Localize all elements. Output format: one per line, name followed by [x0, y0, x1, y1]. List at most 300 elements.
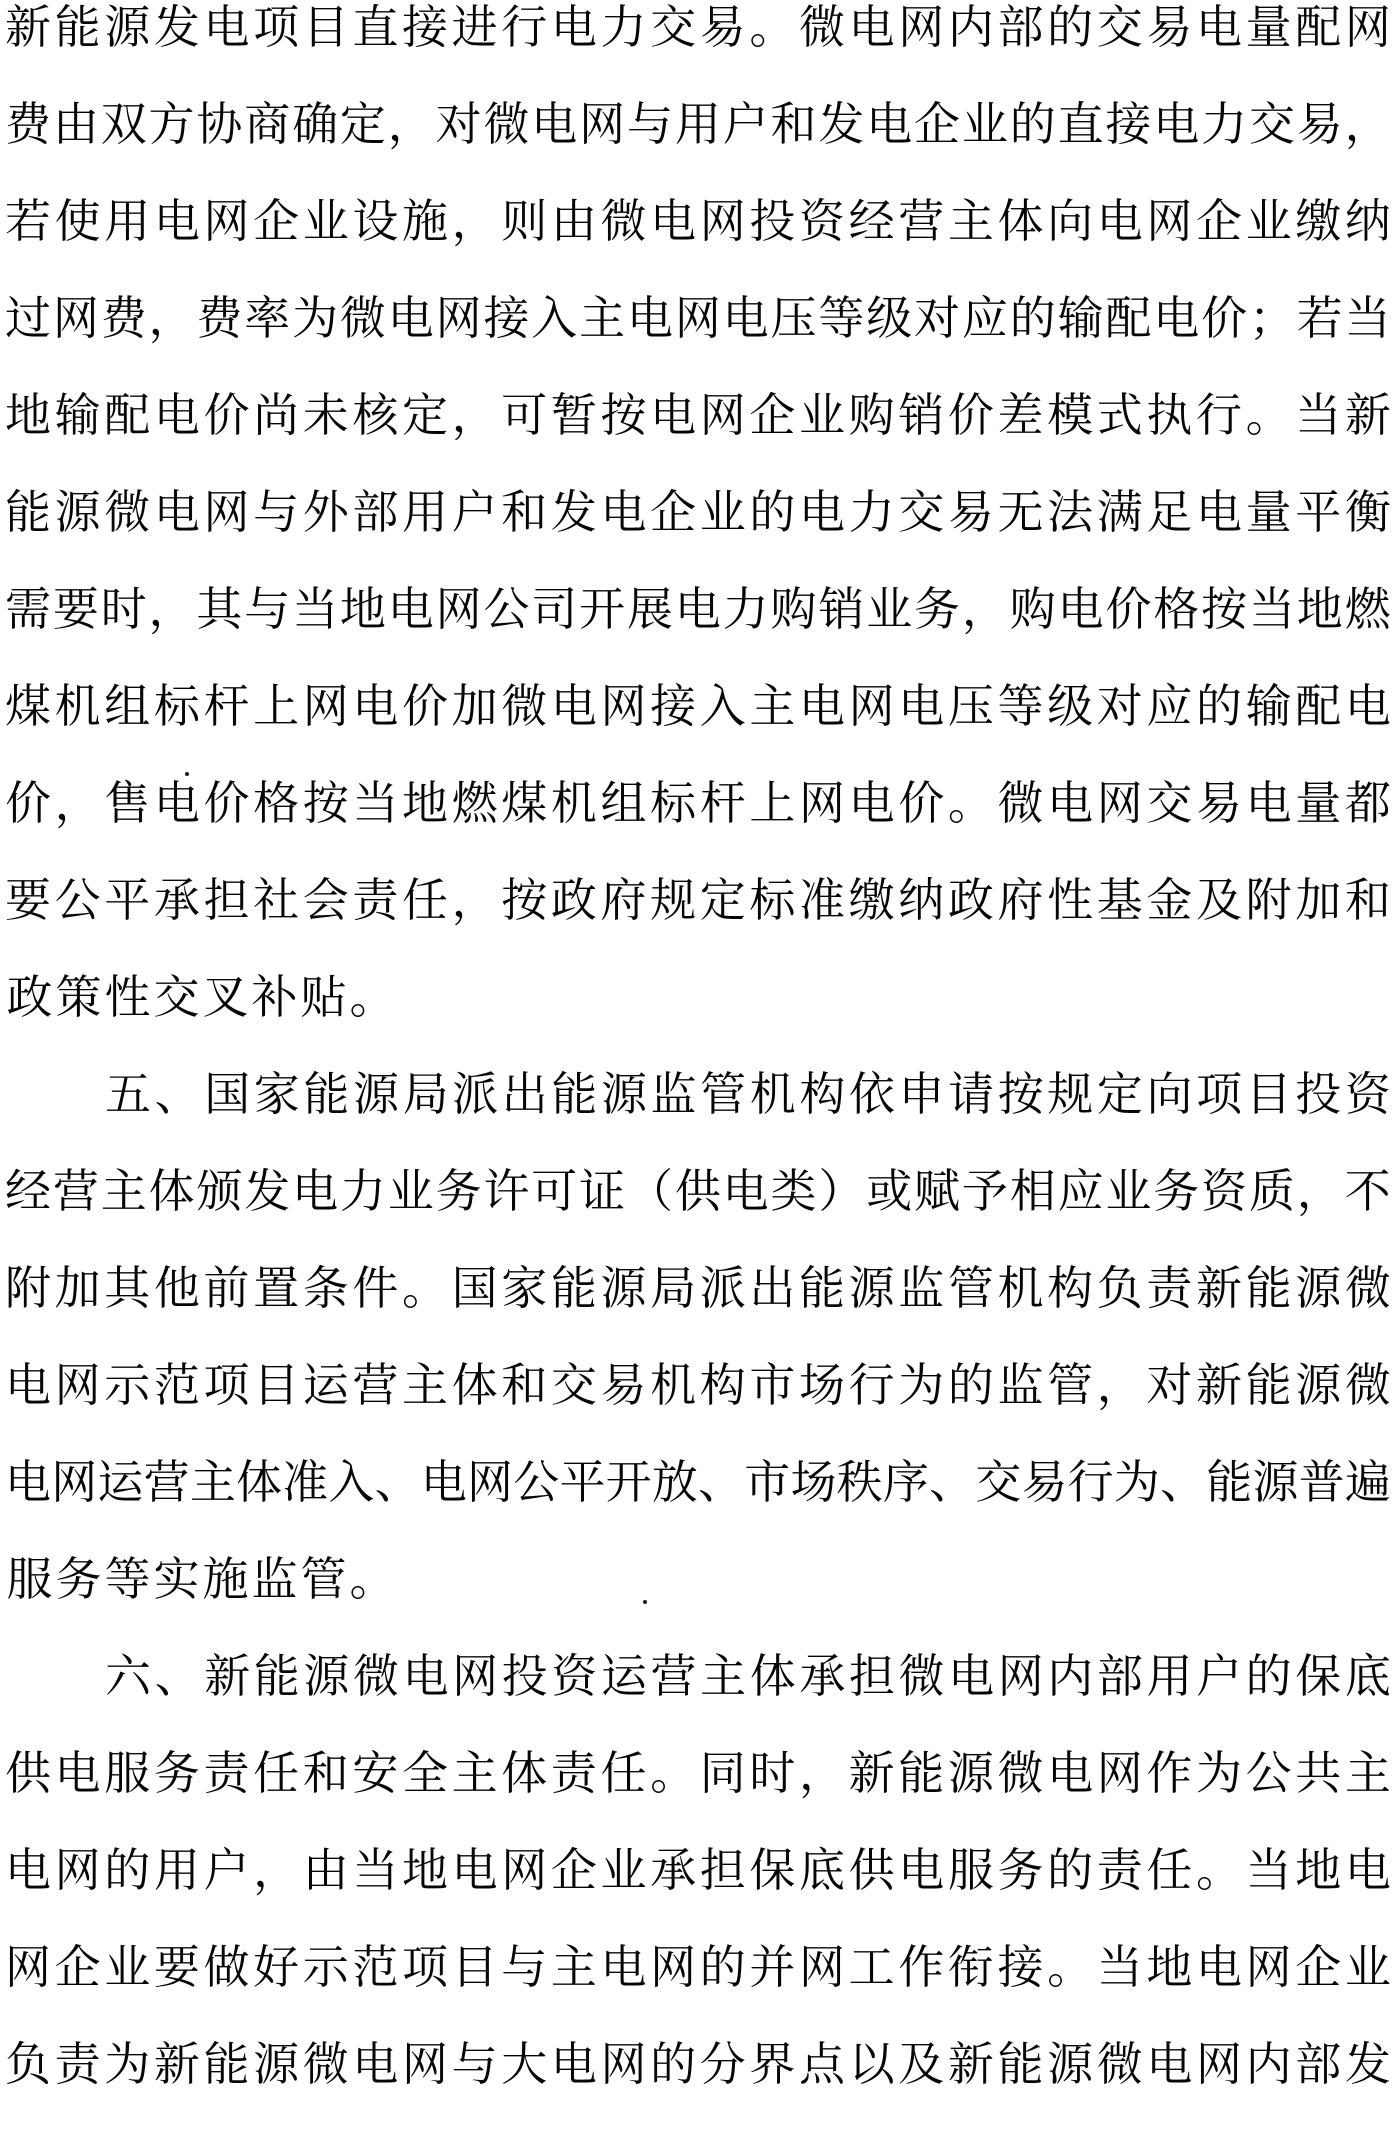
glyph: 的 — [699, 1940, 746, 1994]
glyph: 源 — [104, 0, 151, 54]
glyph: 力 — [339, 1164, 386, 1218]
glyph: 协 — [196, 97, 243, 151]
glyph: 机 — [997, 1261, 1044, 1315]
glyph: 量 — [1295, 776, 1342, 830]
glyph: 企 — [253, 194, 300, 248]
glyph: 力 — [722, 582, 769, 636]
glyph: 责 — [1146, 1261, 1193, 1315]
glyph: 。 — [947, 776, 994, 830]
glyph: 户 — [1196, 1649, 1243, 1703]
text-line — [5, 971, 1391, 1068]
glyph: 新 — [1196, 1358, 1242, 1412]
glyph: 、 — [154, 1649, 201, 1703]
glyph: 负 — [1096, 1261, 1143, 1315]
glyph: 未 — [302, 388, 349, 442]
glyph: 前 — [203, 1261, 250, 1315]
text-line — [5, 1747, 1391, 1844]
glyph: 电 — [722, 1164, 769, 1218]
glyph: 业 — [699, 485, 746, 539]
glyph: 的 — [1047, 1843, 1094, 1897]
glyph: 和 — [1344, 873, 1391, 927]
glyph: 依 — [848, 1067, 895, 1121]
glyph: 源 — [1295, 1261, 1342, 1315]
glyph: 网 — [579, 97, 626, 151]
glyph: 。 — [349, 1552, 396, 1606]
glyph: 出 — [501, 1067, 548, 1121]
text-line — [5, 680, 1391, 777]
glyph: 开 — [579, 582, 626, 636]
glyph: 派 — [699, 1261, 746, 1315]
glyph: 责 — [352, 873, 399, 927]
glyph: 投 — [501, 1649, 548, 1703]
glyph: 业 — [1105, 1164, 1152, 1218]
glyph: 交 — [1096, 0, 1143, 54]
glyph: 能 — [551, 1067, 598, 1121]
glyph: ， — [148, 291, 195, 345]
glyph: 能 — [253, 1649, 300, 1703]
glyph: 电 — [387, 582, 434, 636]
glyph: 与 — [626, 97, 673, 151]
glyph: 施 — [202, 1552, 249, 1606]
glyph: 源 — [253, 2037, 300, 2091]
glyph: 主 — [402, 1358, 448, 1412]
glyph: 组 — [104, 679, 151, 733]
glyph: 新 — [204, 1649, 251, 1703]
scan-speck — [185, 772, 189, 776]
glyph: 电 — [1146, 2037, 1193, 2091]
glyph: 供 — [674, 1164, 721, 1218]
glyph: 电 — [1153, 291, 1200, 345]
glyph: 模 — [1047, 388, 1094, 442]
glyph: 入 — [328, 1455, 375, 1509]
glyph: 衔 — [947, 1940, 994, 1994]
text-line — [5, 1262, 1391, 1359]
glyph: 保 — [749, 1843, 796, 1897]
glyph: 接 — [997, 1940, 1044, 1994]
glyph: 证 — [579, 1164, 626, 1218]
glyph: 量 — [1245, 0, 1292, 54]
glyph: 网 — [302, 679, 349, 733]
glyph: 要 — [5, 873, 51, 927]
glyph: 能 — [799, 1261, 845, 1315]
glyph: ； — [1248, 291, 1295, 345]
glyph: 电 — [1245, 776, 1292, 830]
glyph: 营 — [650, 1649, 697, 1703]
text-line — [5, 98, 1391, 195]
glyph: 业 — [866, 582, 913, 636]
glyph: 发 — [1344, 2037, 1391, 2091]
glyph: 业 — [104, 1940, 151, 1994]
glyph: 燃 — [1344, 582, 1391, 636]
glyph: 府 — [997, 873, 1044, 927]
glyph: 时 — [749, 1746, 796, 1800]
glyph: 应 — [961, 291, 1008, 345]
glyph: 市 — [749, 1358, 796, 1412]
glyph: 公 — [483, 582, 530, 636]
glyph: 缴 — [848, 873, 895, 927]
glyph: 策 — [55, 970, 102, 1024]
glyph: 业 — [1245, 194, 1292, 248]
glyph: 无 — [997, 485, 1044, 539]
glyph: 承 — [153, 873, 200, 927]
glyph: 户 — [203, 1843, 250, 1897]
glyph: 格 — [1153, 582, 1200, 636]
glyph: 资 — [551, 1649, 598, 1703]
glyph: 政 — [947, 873, 994, 927]
glyph: 源 — [600, 1261, 647, 1315]
glyph: 上 — [253, 679, 300, 733]
glyph: 接 — [402, 0, 448, 54]
glyph: 附 — [5, 1261, 51, 1315]
glyph: 的 — [1047, 0, 1094, 54]
glyph: 企 — [914, 97, 961, 151]
glyph: 业 — [799, 388, 845, 442]
glyph: 网 — [1344, 0, 1391, 54]
glyph: 新 — [848, 1746, 895, 1800]
glyph: 叉 — [202, 970, 249, 1024]
glyph: 电 — [352, 2037, 399, 2091]
glyph: 发 — [153, 0, 200, 54]
glyph: 网 — [699, 194, 746, 248]
glyph: 普 — [1298, 1455, 1345, 1509]
glyph: 企 — [54, 1940, 101, 1994]
glyph: 作 — [898, 1940, 945, 1994]
glyph: 营 — [143, 1455, 190, 1509]
glyph: 贴 — [300, 970, 347, 1024]
glyph: 。 — [749, 0, 796, 54]
glyph: 主 — [100, 1164, 147, 1218]
glyph: 体 — [451, 1358, 498, 1412]
text-line — [5, 1, 1391, 98]
glyph: 监 — [251, 1552, 298, 1606]
glyph: 电 — [153, 388, 200, 442]
glyph: 部 — [997, 0, 1044, 54]
glyph: 网 — [1196, 2037, 1242, 2091]
glyph: 若 — [1296, 291, 1343, 345]
glyph: 要 — [153, 1940, 200, 1994]
glyph: 向 — [1146, 1067, 1193, 1121]
glyph: 纳 — [1344, 194, 1391, 248]
glyph: 目 — [1245, 1067, 1292, 1121]
glyph: 网 — [54, 1843, 101, 1897]
glyph: ， — [387, 97, 434, 151]
glyph: 场 — [790, 1455, 837, 1509]
glyph: 管 — [947, 1261, 994, 1315]
glyph: 向 — [1047, 194, 1094, 248]
text-line — [5, 292, 1391, 389]
glyph: 序 — [882, 1455, 929, 1509]
glyph: 用 — [153, 1843, 200, 1897]
glyph: 价 — [402, 679, 448, 733]
glyph: 任 — [402, 873, 448, 927]
glyph: 电 — [5, 1358, 51, 1412]
glyph: 售 — [104, 776, 151, 830]
glyph: 担 — [848, 1649, 895, 1703]
glyph: 若 — [5, 194, 51, 248]
glyph: 商 — [244, 97, 291, 151]
glyph: ， — [148, 582, 195, 636]
glyph: 企 — [650, 485, 697, 539]
glyph: 管 — [700, 1067, 747, 1121]
glyph: 构 — [1047, 1261, 1094, 1315]
text-line — [5, 1844, 1391, 1941]
glyph: 地 — [5, 388, 51, 442]
glyph: 责 — [54, 2037, 101, 2091]
glyph: 国 — [204, 1067, 251, 1121]
glyph: 价 — [1201, 291, 1248, 345]
glyph: 主 — [1344, 1746, 1391, 1800]
glyph: 杆 — [203, 679, 250, 733]
glyph: 机 — [550, 776, 597, 830]
glyph: 易 — [1296, 97, 1343, 151]
glyph: ， — [451, 873, 498, 927]
glyph: 担 — [699, 1843, 746, 1897]
glyph: 过 — [5, 291, 51, 345]
glyph: 性 — [1047, 873, 1094, 927]
glyph: 担 — [203, 873, 250, 927]
glyph: 、 — [154, 1067, 201, 1121]
glyph: 及 — [1196, 873, 1242, 927]
glyph: 微 — [997, 776, 1044, 830]
glyph: 衡 — [1344, 485, 1391, 539]
glyph: 接 — [1105, 97, 1152, 151]
glyph: 颁 — [196, 1164, 243, 1218]
glyph: 。 — [402, 1261, 448, 1315]
glyph: 五 — [105, 1067, 151, 1121]
glyph: 会 — [302, 873, 349, 927]
glyph: 责 — [550, 1746, 597, 1800]
glyph: 确 — [292, 97, 339, 151]
glyph: 和 — [501, 485, 548, 539]
glyph: 、 — [698, 1455, 745, 1509]
glyph: 电 — [1344, 1843, 1391, 1897]
glyph: 燃 — [451, 776, 498, 830]
glyph: 为 — [1113, 1455, 1160, 1509]
glyph: 源 — [1295, 1358, 1342, 1412]
glyph: ， — [1096, 1358, 1143, 1412]
glyph: 价 — [203, 776, 250, 830]
glyph: 进 — [451, 0, 498, 54]
glyph: 微 — [352, 1649, 399, 1703]
glyph: 源 — [1047, 2037, 1094, 2091]
glyph: 务 — [997, 1843, 1044, 1897]
glyph: 定 — [402, 388, 448, 442]
glyph: 输 — [1245, 679, 1292, 733]
glyph: 范 — [352, 1940, 399, 1994]
glyph: 业 — [600, 1843, 647, 1897]
glyph: 电 — [292, 1164, 339, 1218]
glyph: 应 — [1057, 1164, 1104, 1218]
glyph: 电 — [848, 776, 895, 830]
glyph: 能 — [54, 0, 101, 54]
glyph: 任 — [1146, 1843, 1193, 1897]
glyph: 电 — [1057, 582, 1104, 636]
glyph: 电 — [550, 0, 597, 54]
glyph: 加 — [54, 1261, 101, 1315]
glyph: 六 — [105, 1649, 151, 1703]
glyph: 业 — [1344, 1940, 1391, 1994]
glyph: 电 — [1196, 485, 1242, 539]
glyph: 供 — [5, 1746, 51, 1800]
glyph: 价 — [203, 388, 250, 442]
glyph: 投 — [1295, 1067, 1342, 1121]
glyph: 价 — [947, 388, 994, 442]
glyph: 请 — [948, 1067, 995, 1121]
glyph: 网 — [51, 1455, 98, 1509]
glyph: 式 — [1096, 388, 1143, 442]
glyph: 主 — [189, 1455, 236, 1509]
glyph: 家 — [501, 1261, 548, 1315]
glyph: 局 — [650, 1261, 697, 1315]
glyph: 当 — [352, 776, 399, 830]
glyph: 用 — [1146, 1649, 1193, 1703]
glyph: 费 — [5, 97, 51, 151]
glyph: 尚 — [253, 388, 300, 442]
glyph: 电 — [402, 1649, 449, 1703]
glyph: 点 — [799, 2037, 845, 2091]
glyph: 源 — [600, 1067, 647, 1121]
glyph: 内 — [947, 0, 994, 54]
glyph: 级 — [866, 291, 913, 345]
glyph: 责 — [1096, 1843, 1143, 1897]
glyph: 遍 — [1344, 1455, 1391, 1509]
glyph: 电 — [153, 776, 200, 830]
glyph: 源 — [352, 1067, 399, 1121]
glyph: 能 — [1245, 1358, 1292, 1412]
glyph: 由 — [302, 1843, 349, 1897]
glyph: 电 — [799, 679, 845, 733]
glyph: 项 — [253, 0, 300, 54]
glyph: 按 — [1201, 582, 1248, 636]
glyph: ， — [451, 388, 498, 442]
glyph: 的 — [1009, 97, 1056, 151]
glyph: 交 — [550, 1358, 597, 1412]
glyph: 上 — [749, 776, 796, 830]
glyph: 项 — [203, 1358, 250, 1412]
glyph: 微 — [339, 291, 386, 345]
glyph: 服 — [947, 1843, 994, 1897]
glyph: 交 — [975, 1455, 1022, 1509]
glyph: 用 — [674, 97, 721, 151]
glyph: 市 — [744, 1455, 791, 1509]
glyph: 展 — [626, 582, 673, 636]
glyph: 运 — [302, 1358, 349, 1412]
glyph: 行 — [1196, 388, 1242, 442]
glyph: 差 — [997, 388, 1044, 442]
glyph: 户 — [451, 485, 498, 539]
glyph: 配 — [104, 388, 151, 442]
glyph: 放 — [651, 1455, 698, 1509]
glyph: 内 — [1245, 2037, 1292, 2091]
glyph: 电 — [650, 194, 697, 248]
glyph: 管 — [1047, 1358, 1094, 1412]
glyph: ， — [451, 194, 498, 248]
glyph: 能 — [1206, 1455, 1253, 1509]
glyph: 监 — [898, 1261, 945, 1315]
glyph: 行 — [1067, 1455, 1114, 1509]
glyph: ， — [961, 582, 1008, 636]
glyph: 资 — [1201, 1164, 1248, 1218]
glyph: 费 — [196, 291, 243, 345]
text-block — [5, 1, 1391, 2135]
glyph: 源 — [1252, 1455, 1299, 1509]
glyph: 对 — [914, 291, 961, 345]
glyph: 网 — [467, 1455, 514, 1509]
glyph: 他 — [153, 1261, 200, 1315]
glyph: 方 — [148, 97, 195, 151]
glyph: 电 — [650, 388, 697, 442]
glyph: 营 — [352, 1358, 399, 1412]
glyph: 标 — [650, 776, 697, 830]
glyph: 对 — [1146, 1358, 1193, 1412]
glyph: 网 — [1096, 1746, 1143, 1800]
glyph: 网 — [54, 1358, 101, 1412]
glyph: 的 — [1196, 679, 1242, 733]
glyph: 行 — [848, 1358, 895, 1412]
glyph: 为 — [1196, 1746, 1242, 1800]
glyph: 地 — [402, 776, 448, 830]
glyph: 业 — [387, 1164, 434, 1218]
glyph: 任 — [253, 1746, 300, 1800]
glyph: 能 — [203, 2037, 250, 2091]
glyph: 主 — [700, 1649, 747, 1703]
glyph: 的 — [749, 485, 796, 539]
glyph: 不 — [1344, 1164, 1391, 1218]
glyph: 电 — [1196, 0, 1242, 54]
glyph: 交 — [1248, 97, 1295, 151]
glyph: 主 — [947, 194, 994, 248]
text-line — [5, 1553, 1391, 1650]
glyph: 要 — [52, 582, 99, 636]
glyph: 标 — [749, 873, 796, 927]
glyph: 源 — [947, 1746, 994, 1800]
glyph: 服 — [6, 1552, 53, 1606]
glyph: 企 — [749, 388, 796, 442]
glyph: 体 — [236, 1455, 283, 1509]
glyph: 微 — [997, 1746, 1044, 1800]
glyph: 为 — [104, 2037, 151, 2091]
glyph: 其 — [104, 1261, 151, 1315]
glyph: 界 — [749, 2037, 796, 2091]
glyph: 能 — [550, 1261, 597, 1315]
glyph: 用 — [402, 485, 448, 539]
glyph: 、 — [374, 1455, 421, 1509]
glyph: 示 — [302, 1940, 349, 1994]
glyph: 经 — [848, 194, 895, 248]
glyph: 网 — [203, 194, 250, 248]
glyph: 销 — [898, 388, 945, 442]
glyph: 务 — [435, 1164, 482, 1218]
glyph: 质 — [1248, 1164, 1295, 1218]
glyph: 派 — [452, 1067, 499, 1121]
glyph: 能 — [1245, 1261, 1292, 1315]
glyph: ， — [799, 1746, 845, 1800]
glyph: 平 — [1295, 485, 1342, 539]
glyph: 业 — [302, 194, 349, 248]
text-line — [5, 583, 1391, 680]
glyph: 接 — [483, 291, 530, 345]
glyph: 等 — [997, 679, 1044, 733]
glyph: 府 — [600, 873, 647, 927]
glyph: 作 — [1146, 1746, 1193, 1800]
glyph: 杆 — [699, 776, 746, 830]
glyph: ， — [1344, 97, 1391, 151]
glyph: 及 — [898, 2037, 945, 2091]
glyph: 监 — [997, 1358, 1044, 1412]
glyph: 家 — [253, 1067, 300, 1121]
glyph: 网 — [674, 291, 721, 345]
glyph: 营 — [52, 1164, 99, 1218]
